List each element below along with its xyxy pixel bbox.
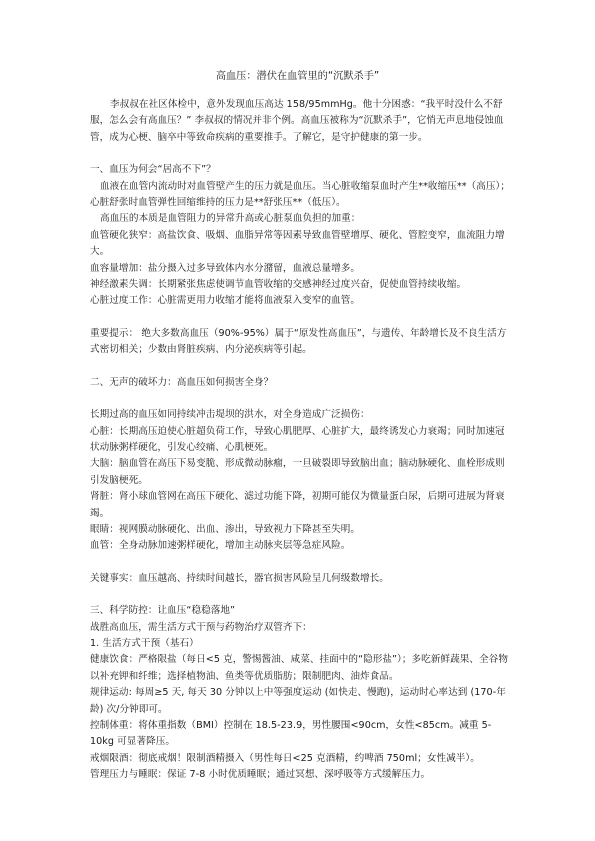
section3-item-4: 戒烟限酒：彻底戒烟！限制酒精摄入（男性每日<25 克酒精，约啤酒 750ml；女性减半）。 (90, 752, 480, 764)
section1-note: 重要提示： 绝大多数高血压（90%-95%）属于“原发性高血压”，与遗传、年龄增长及不良生活方式密切相关；少数由肾脏疾病、内分泌疾病等引起。 (90, 327, 507, 356)
section3-item-1: 健康饮食：严格限盐（每日<5 克，警惕酱油、咸菜、挂面中的“隐形盐”）；多吃新鲜蔬果、全谷物以补充钾和纤维；选择植物油、鱼类等优质脂肪；限制肥肉、油炸食品。 (90, 654, 508, 682)
section1-item-2: 血容量增加：盐分摄入过多导致体内水分潴留，血液总量增多。 (90, 262, 361, 274)
section2-note: 关键事实：血压越高、持续时间越长，器官损害风险呈几何级数增长。 (90, 572, 389, 584)
section1-item-1: 血管硬化狭窄：高盐饮食、吸烟、血脂异常等因素导致血管壁增厚、硬化、管腔变窄，血流阻力增大。 (90, 229, 505, 258)
section2-item-3: 肾脏：肾小球血管网在高压下硬化、滤过功能下降，初期可能仅为微量蛋白尿，后期可进展为肾衰竭。 (90, 491, 505, 519)
section1-paragraph-1: 血液在血管内流动时对血管壁产生的压力就是血压。当心脏收缩泵血时产生**收缩压**（高压）；心脏舒张时血管弹性回缩维持的压力是**舒张压**（低压）。 (90, 180, 510, 209)
section1-item-3: 神经激素失调：长期紧张焦虑使调节血管收缩的交感神经过度兴奋，促使血管持续收缩。 (90, 279, 467, 291)
intro-paragraph: 李叔叔在社区体检中，意外发现血压高达 158/95mmHg。他十分困惑：“我平时没什么不舒服，怎么会有高血压？” 李叔叔的情况并非个例。高血压被称为“沉默杀手”，它悄无声息地侵蚀血管，成为心梗、脑卒中等致命疾病的重要推手。了解它，是守护健康的第一步。 (90, 99, 504, 143)
section2-item-1: 心脏：长期高压迫使心脏超负荷工作，导致心肌肥厚、心脏扩大，最终诱发心力衰竭；同时加速冠状动脉粥样硬化，引发心绞痛、心肌梗死。 (90, 425, 505, 453)
section3-paragraph-1: 战胜高血压，需生活方式干预与药物治疗双管齐下： (90, 621, 312, 633)
section3-heading: 三、科学防控：让血压“稳稳落地” (90, 605, 236, 617)
section2-heading: 二、无声的破坏力：高血压如何损害全身？ (90, 376, 274, 388)
section2-item-4: 眼睛：视网膜动脉硬化、出血、渗出，导致视力下降甚至失明。 (90, 523, 361, 535)
section3-subheading-1: 1. 生活方式干预（基石） (90, 637, 199, 649)
section2-item-5: 血管：全身动脉加速粥样硬化，增加主动脉夹层等急症风险。 (90, 540, 351, 552)
section3-item-2: 规律运动: 每周≥5 天, 每天 30 分钟以上中等强度运动 (如快走、慢跑)，运动时心率达到 (170-年龄) 次/分钟即可。 (90, 687, 506, 715)
section3-item-5: 管理压力与睡眠：保证 7-8 小时优质睡眠；通过冥想、深呼吸等方式缓解压力。 (90, 769, 431, 781)
section3-item-3: 控制体重：将体重指数（BMI）控制在 18.5-23.9，男性腰围<90cm，女性<85cm。减重 5-10kg 可显著降压。 (90, 720, 492, 748)
document-body (90, 97, 510, 784)
section1-heading: 一、血压为何会“居高不下”？ (90, 164, 216, 176)
document-title: 高血压：潜伏在血管里的“沉默杀手” (215, 71, 380, 82)
section1-item-4: 心脏过度工作：心脏需更用力收缩才能将血液泵入变窄的血管。 (90, 295, 361, 307)
section2-paragraph-1: 长期过高的血压如同持续冲击堤坝的洪水，对全身造成广泛损伤： (90, 409, 370, 421)
section2-item-2: 大脑：脑血管在高压下易变脆、形成微动脉瘤，一旦破裂即导致脑出血；脑动脉硬化、血栓形成则引发脑梗死。 (90, 458, 505, 486)
section1-paragraph-2: 高血压的本质是血管阻力的异常升高或心脏泵血负担的加重： (100, 213, 361, 225)
